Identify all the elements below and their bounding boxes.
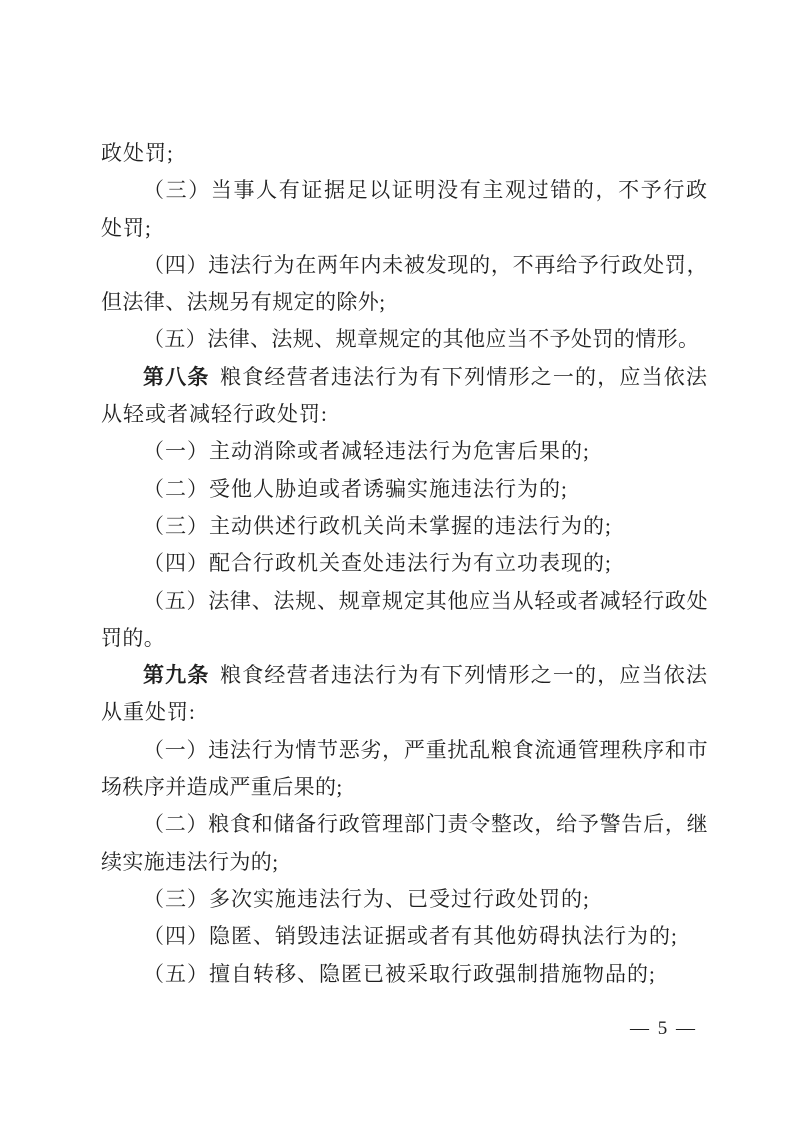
article-8-number: 第八条 [143,365,210,389]
page-number: — 5 — [630,1018,697,1039]
clause-item-5: （五）法律、法规、规章规定的其他应当不予处罚的情形。 [143,327,700,352]
article-8-clause-1: （一）主动消除或者减轻违法行为危害后果的; [143,439,590,464]
article-9-number: 第九条 [143,664,210,688]
clause-item-4: （四）违法行为在两年内未被发现的，不再给予行政处罚，但法律、法规另有规定的除外; [101,252,708,315]
article-8-paragraph [101,359,708,434]
clause-item-3: （三）当事人有证据足以证明没有主观过错的，不予行政处罚; [101,178,708,240]
article-9-text: 粮食经营者违法行为有下列情形之一的，应当依法从重处罚: [101,663,708,725]
paragraph-continuation: 政处罚; [101,141,174,165]
article-9-clause-2: （二）粮食和储备行政管理部门责令整改，给予警告后，继续实施违法行为的; [101,812,708,874]
article-9-clause-4: （四）隐匿、销毁违法证据或者有其他妨碍执法行为的; [143,924,678,949]
article-9-clause-1: （一）违法行为情节恶劣，严重扰乱粮食流通管理秩序和市场秩序并造成严重后果的; [101,737,708,800]
article-8-clause-2: （二）受他人胁迫或者诱骗实施违法行为的; [143,476,568,501]
article-8-clause-5: （五）法律、法规、规章规定其他应当从轻或者减轻行政处罚的。 [101,588,708,650]
article-9-paragraph [101,657,708,732]
document-body [101,135,708,993]
article-8-text: 粮食经营者违法行为有下列情形之一的，应当依法从轻或者减轻行政处罚: [101,364,708,427]
article-8-clause-4: （四）配合行政机关查处违法行为有立功表现的; [143,551,612,576]
article-9-clause-3: （三）多次实施违法行为、已受过行政处罚的; [143,886,590,911]
article-9-clause-5: （五）擅自转移、隐匿已被采取行政强制措施物品的; [143,961,656,986]
article-8-clause-3: （三）主动供述行政机关尚未掌握的违法行为的; [143,513,612,538]
